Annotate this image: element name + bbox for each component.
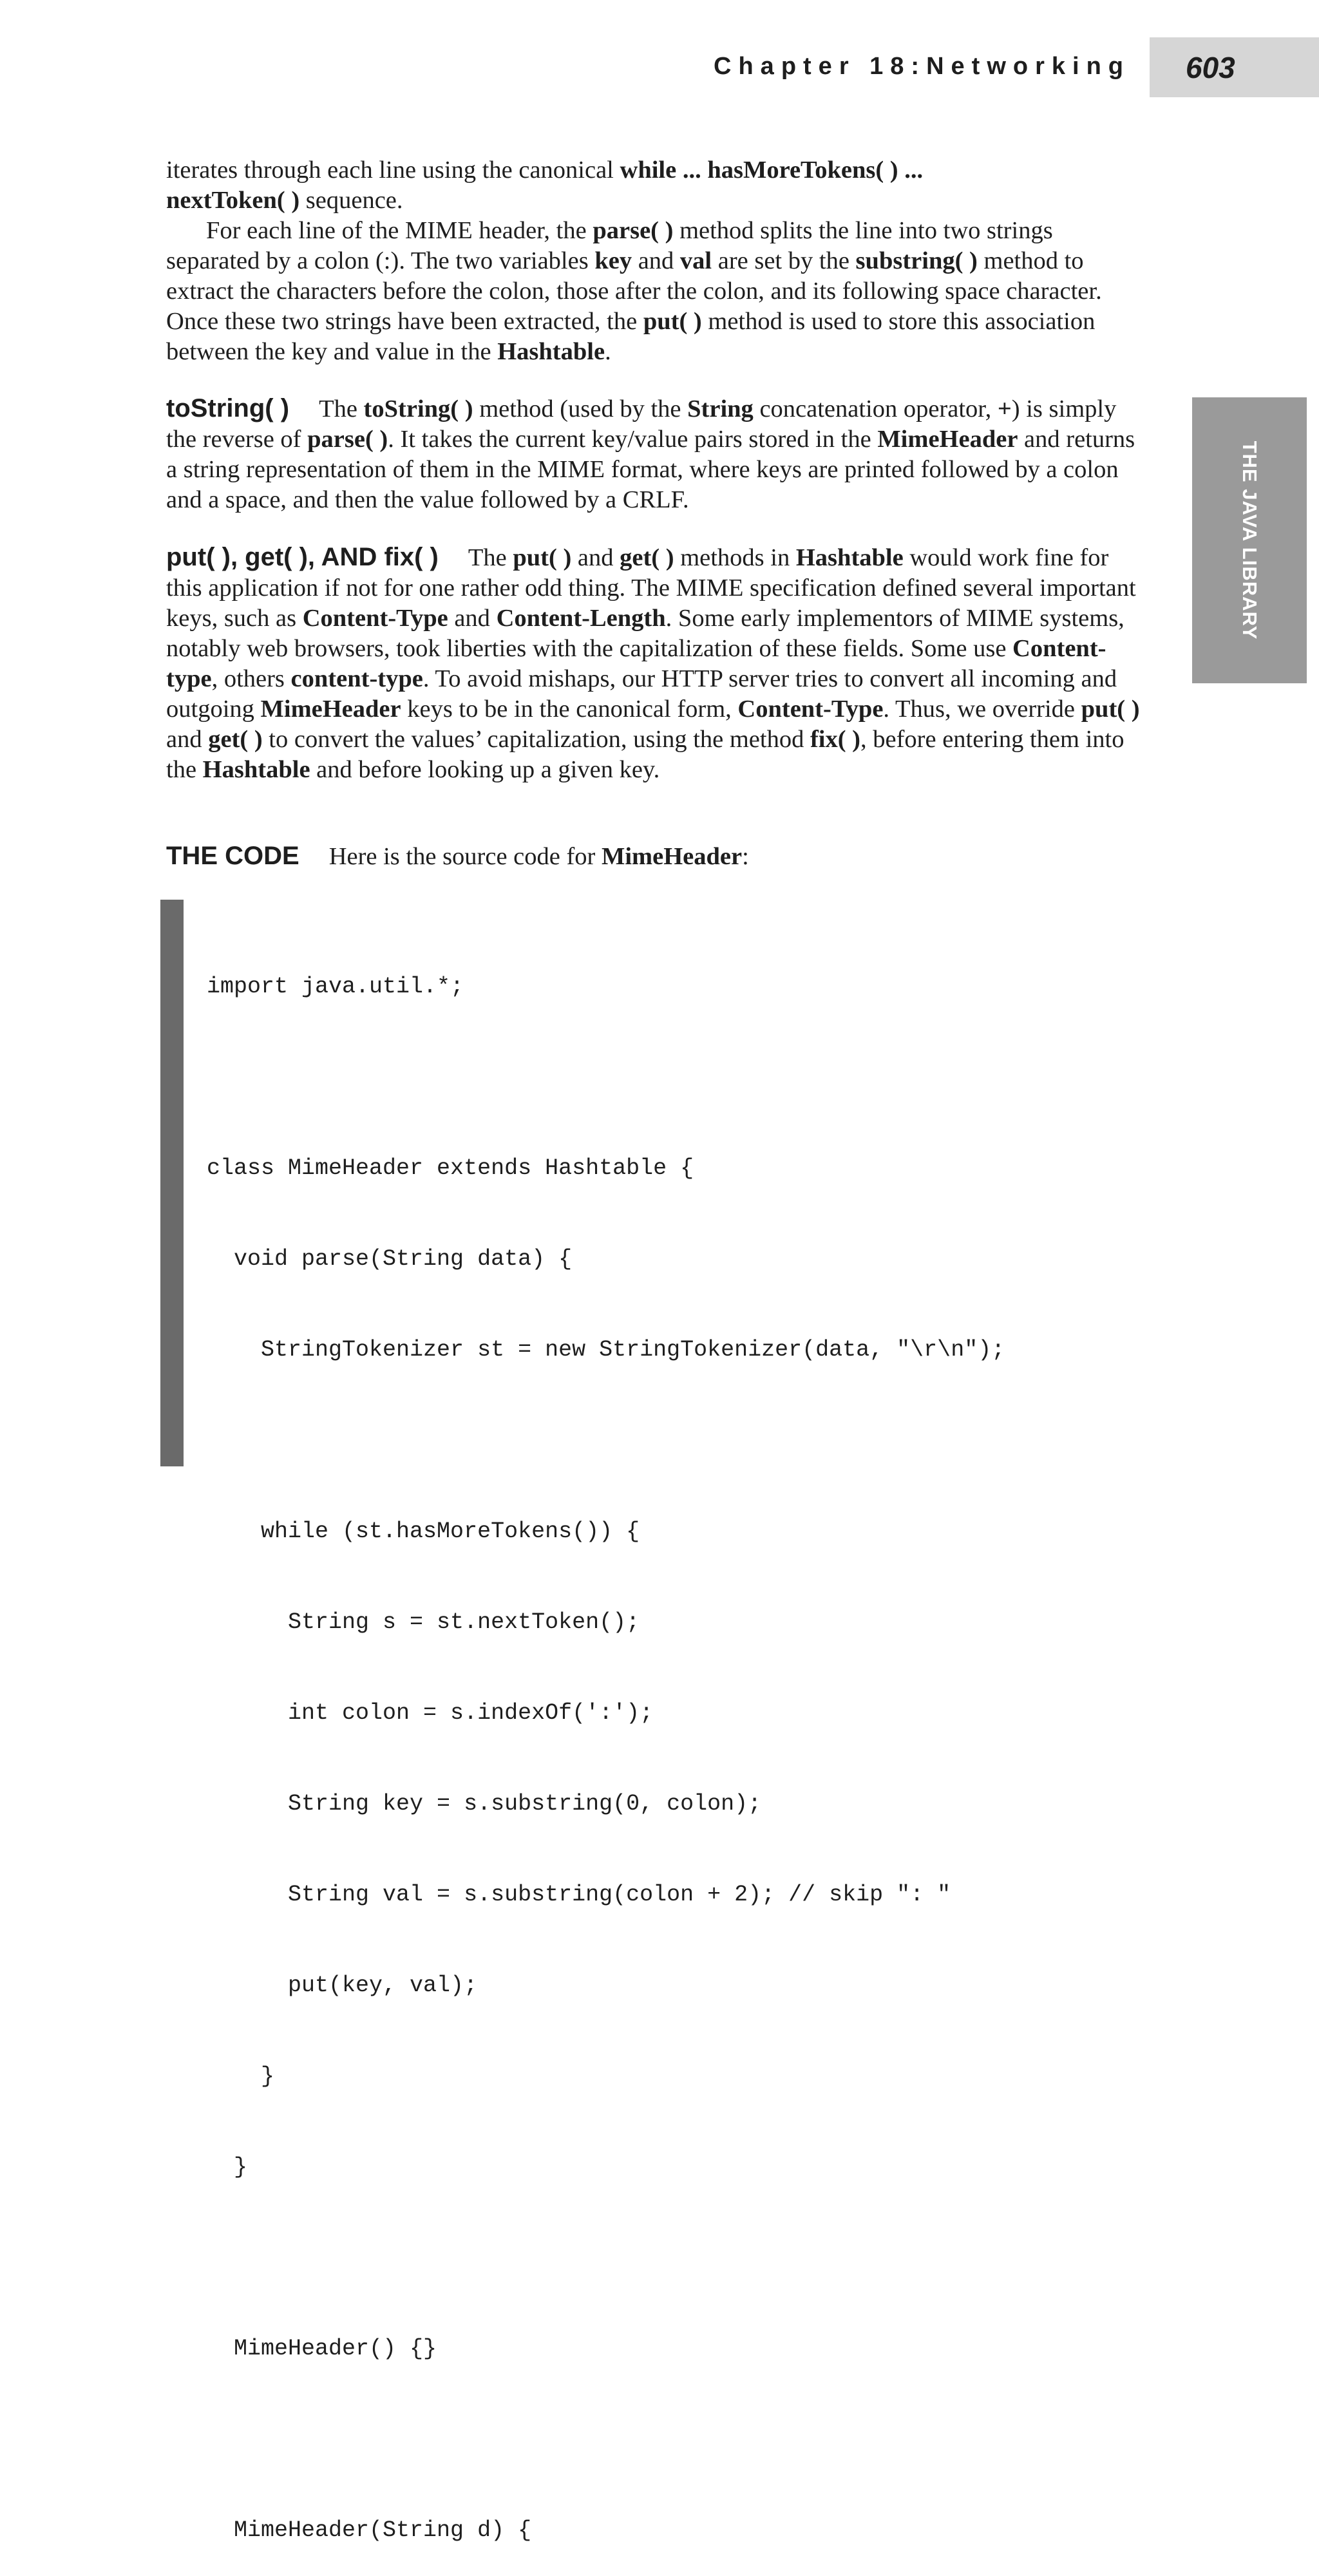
running-header — [714, 37, 1138, 95]
code-intro-paragraph: THE CODE Here is the source code for MimeHeader: — [166, 842, 749, 870]
code-line: void parse(String data) { — [207, 1246, 573, 1272]
putget-heading: put( ), get( ), AND fix( ) — [166, 543, 439, 571]
code-margin-bar — [160, 900, 184, 1466]
chapter-title: Networking — [926, 52, 1130, 80]
side-tab-label: THE JAVA LIBRARY — [1238, 440, 1261, 640]
page-number-box — [1150, 37, 1319, 97]
page-number: 603 — [1186, 50, 1235, 84]
code-line — [207, 1426, 1108, 1456]
code-line: String s = st.nextToken(); — [207, 1609, 640, 1635]
tostring-paragraph: toString( ) The toString( ) method (used by the String concatenation operator, +) is simply the reverse of parse( ). It takes the current key/value pairs stored in the MimeHeader and returns a string representation of them in the MIME format, where keys are printed followed by a colon and a space, and then the value followed by a CRLF. — [166, 394, 1135, 513]
code-line — [207, 2425, 1108, 2455]
intro-paragraph-2: For each line of the MIME header, the parse( ) method splits the line into two strings separated by a colon (:). The two variables key and val are set by the substring( ) method to extract the characters before the colon, those after the colon, and its following space character. Once these two strings have been extracted, the put( ) method is used to store this association between the key and value in the Hashtable. — [166, 217, 1102, 365]
tostring-heading: toString( ) — [166, 394, 290, 422]
putget-paragraph: put( ), get( ), AND fix( ) The put( ) and get( ) methods in Hashtable would work fine for this application if not for one rather odd thing. The MIME specification defined several important keys, such as Content-Type and Content-Length. Some early implementors of MIME systems, notably web browsers, took liberties with the capitalization of these fields. Some use Content-type, others content-type. To avoid mishaps, our HTTP server tries to convert all incoming and outgoing MimeHeader keys to be in the canonical form, Content-Type. Thus, we override put( ) and get( ) to convert the values’ capitalization, using the method fix( ), before entering them into the Hashtable and before looking up a given key. — [166, 543, 1140, 783]
code-line: } — [207, 2063, 275, 2089]
code-line: int colon = s.indexOf(':'); — [207, 1700, 654, 1726]
code-line: class MimeHeader extends Hashtable { — [207, 1155, 694, 1181]
side-tab — [1192, 397, 1307, 683]
intro-text — [166, 155, 1145, 367]
code-line — [207, 2243, 1108, 2273]
code-line: MimeHeader(String d) { — [207, 2517, 532, 2543]
chapter-label: Chapter 18: — [714, 52, 927, 80]
code-line: StringTokenizer st = new StringTokenizer(data, "\r\n"); — [207, 1337, 1005, 1363]
code-listing — [207, 911, 1108, 2576]
code-line: String val = s.substring(colon + 2); // skip ": " — [207, 1882, 951, 1908]
code-line: put(key, val); — [207, 1973, 478, 1998]
code-section — [166, 841, 1145, 872]
code-line: String key = s.substring(0, colon); — [207, 1791, 762, 1817]
putget-section — [166, 542, 1145, 785]
code-line — [207, 1063, 1108, 1093]
tostring-section — [166, 393, 1145, 515]
code-line: while (st.hasMoreTokens()) { — [207, 1519, 640, 1544]
code-line: MimeHeader() {} — [207, 2336, 437, 2362]
code-line: import java.util.*; — [207, 974, 464, 999]
code-heading: THE CODE — [166, 842, 299, 870]
code-line: } — [207, 2154, 248, 2180]
intro-paragraph-1: iterates through each line using the canonical while ... hasMoreTokens( ) ... nextToken( ) sequence. — [166, 156, 924, 214]
